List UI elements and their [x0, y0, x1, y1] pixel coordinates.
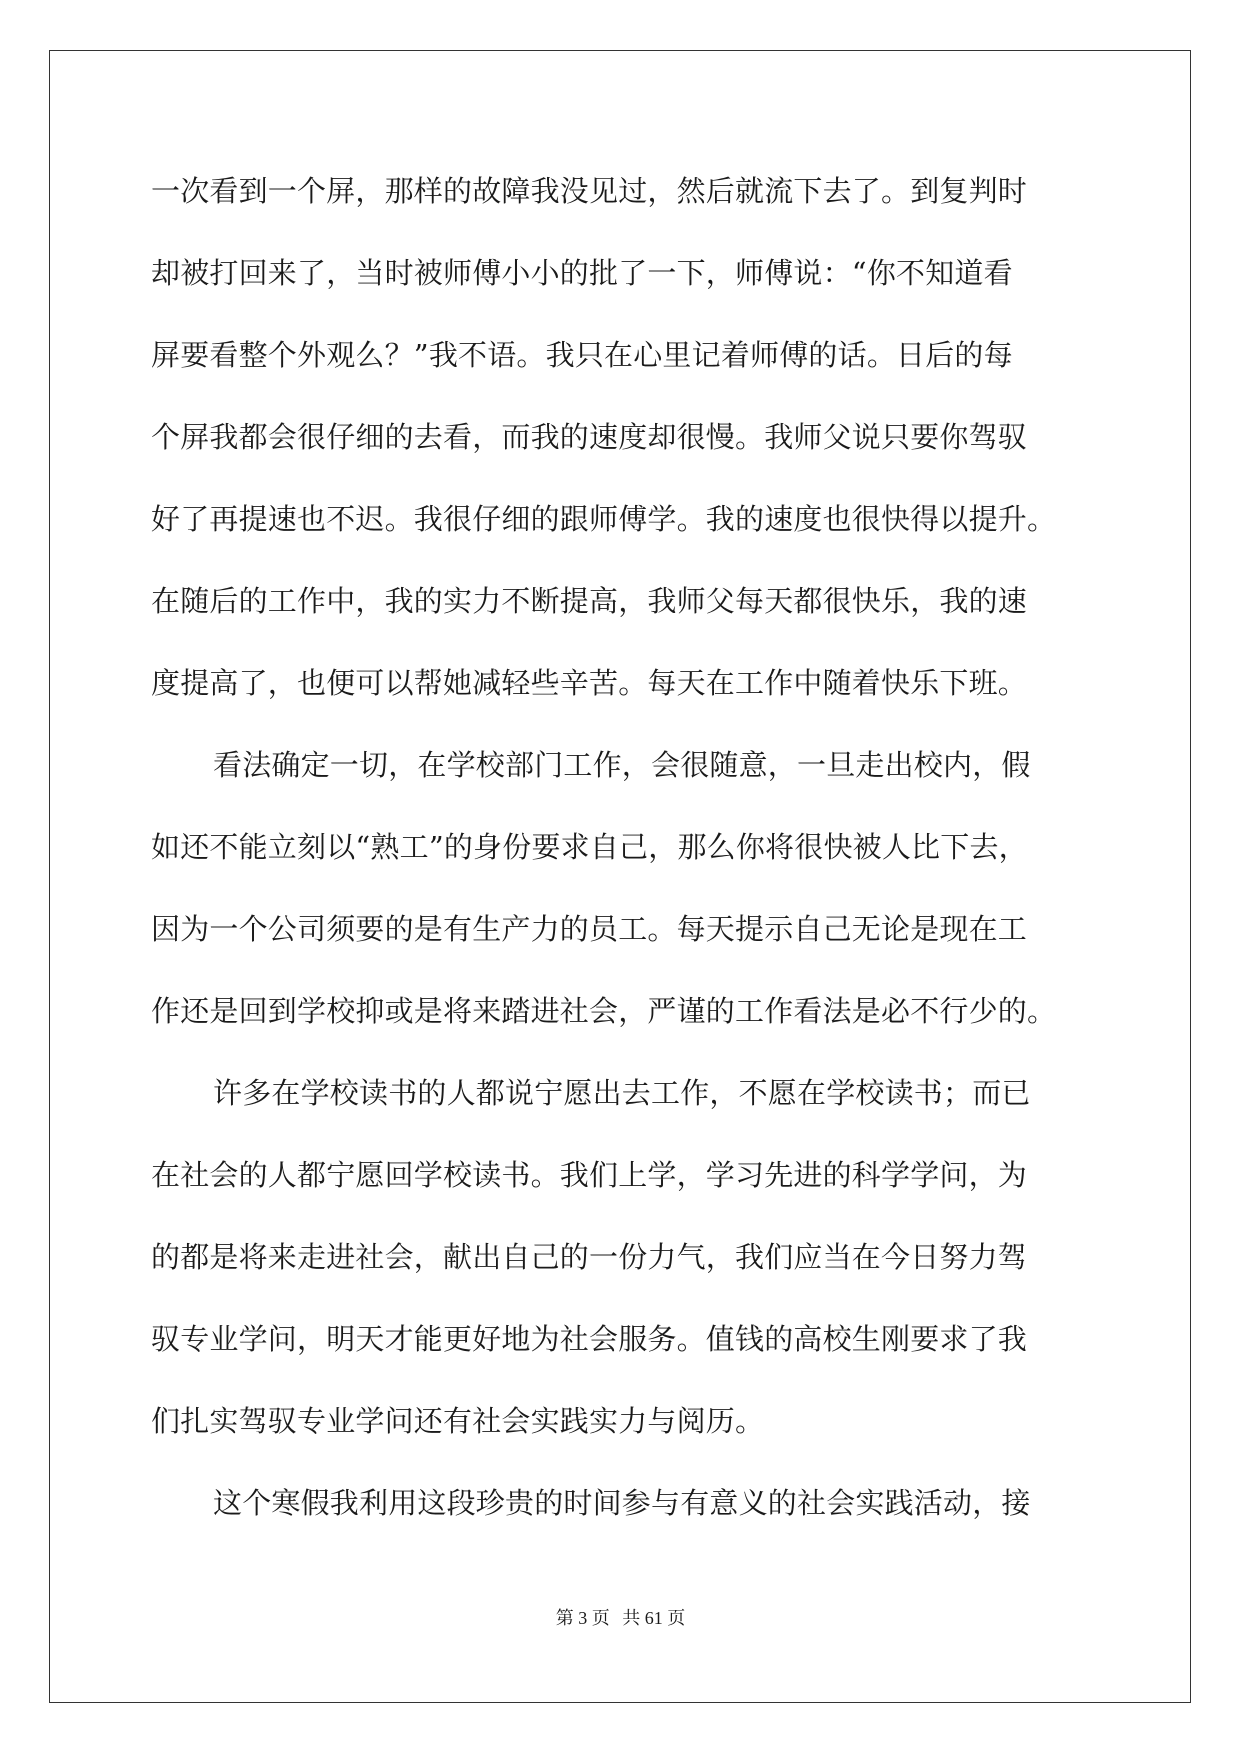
document-body — [151, 150, 1091, 1544]
page-total: 共 61 页 — [622, 1608, 686, 1628]
paragraph-first-line: 这个寒假我利用这段珍贵的时间参与有意义的社会实践活动，接 — [213, 1486, 1031, 1520]
page-footer — [0, 1604, 1241, 1630]
text-line: 如还不能立刻以“熟工”的身份要求自己，那么你将很快被人比下去， — [151, 830, 1028, 864]
text-line: 在随后的工作中，我的实力不断提高，我师父每天都很快乐，我的速 — [151, 584, 1028, 618]
paragraph-first-line: 许多在学校读书的人都说宁愿出去工作，不愿在学校读书；而已 — [213, 1076, 1031, 1110]
text-line: 度提高了，也便可以帮她减轻些辛苦。每天在工作中随着快乐下班。 — [151, 666, 1028, 700]
text-line: 的都是将来走进社会，献出自己的一份力气，我们应当在今日努力驾 — [151, 1240, 1028, 1274]
text-line: 们扎实驾驭专业学问还有社会实践实力与阅历。 — [151, 1404, 765, 1438]
text-line: 作还是回到学校抑或是将来踏进社会，严谨的工作看法是必不行少的。 — [151, 994, 1057, 1028]
paragraph-first-line: 看法确定一切，在学校部门工作，会很随意，一旦走出校内，假 — [213, 748, 1031, 782]
text-line: 个屏我都会很仔细的去看，而我的速度却很慢。我师父说只要你驾驭 — [151, 420, 1028, 454]
text-line: 驭专业学问，明天才能更好地为社会服务。值钱的高校生刚要求了我 — [151, 1322, 1028, 1356]
text-line: 却被打回来了，当时被师傅小小的批了一下，师傅说：“你不知道看 — [151, 256, 1013, 290]
text-line: 因为一个公司须要的是有生产力的员工。每天提示自己无论是现在工 — [151, 912, 1028, 946]
text-line: 一次看到一个屏，那样的故障我没见过，然后就流下去了。到复判时 — [151, 174, 1028, 208]
page-number: 第 3 页 — [555, 1608, 610, 1628]
text-line: 屏要看整个外观么？”我不语。我只在心里记着师傅的话。日后的每 — [151, 338, 1013, 372]
text-line: 好了再提速也不迟。我很仔细的跟师傅学。我的速度也很快得以提升。 — [151, 502, 1057, 536]
text-line: 在社会的人都宁愿回学校读书。我们上学，学习先进的科学学问，为 — [151, 1158, 1028, 1192]
